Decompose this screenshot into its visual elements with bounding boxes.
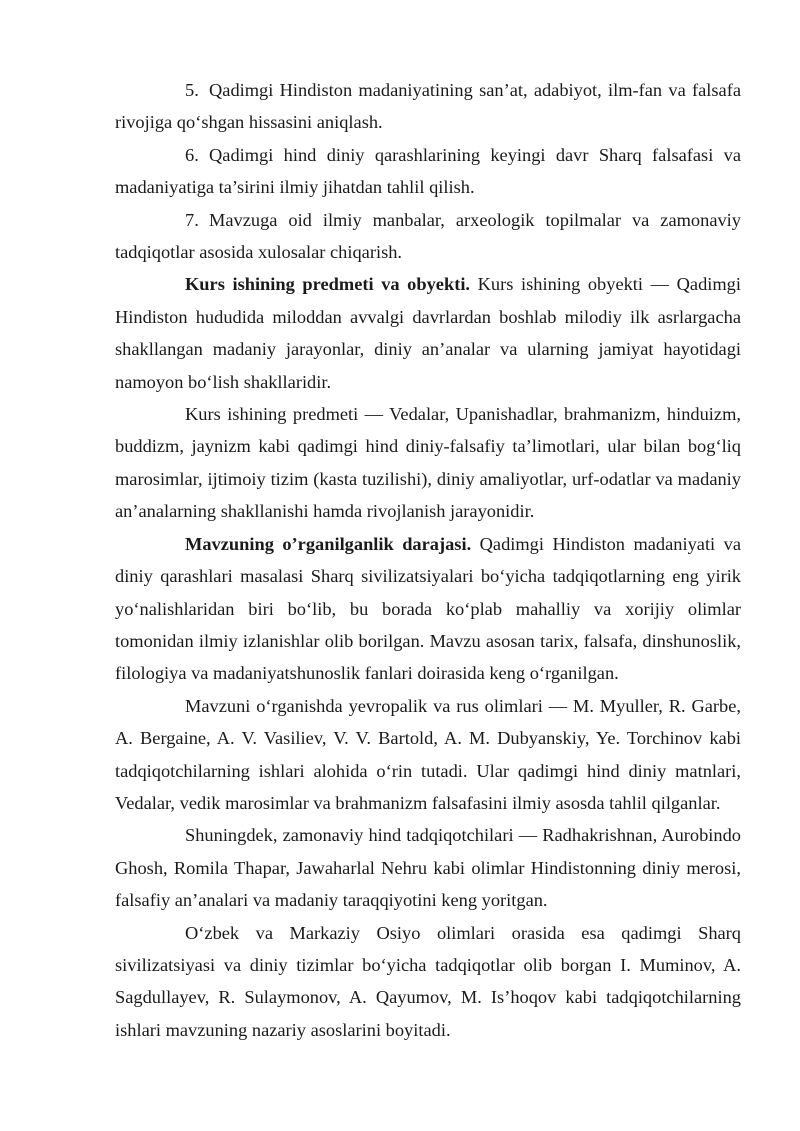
uzbek-scholars-text: O‘zbek va Markaziy Osiyo olimlari orasida esa qadimgi Sharq sivilizatsiyasi va diniy tizimlar bo‘yicha tadqiqotlar olib borgan I. Muminov, A. Sagdullayev, R. Sulaymonov, A. Qayumov, M. Is’hoqov kabi tadqiqotchilarning ishlari mavzuning nazariy asoslarini boyitadi. [115,922,741,1040]
subject-text: Kurs ishining predmeti — Vedalar, Upanishadlar, brahmanizm, hinduizm, buddizm, jaynizm kabi qadimgi hind diniy-falsafiy ta’limotlari, ular bilan bog‘liq marosimlar, ijtimoiy tizim (kasta tuzilishi), diniy amaliyotlar, urf-odatlar va madaniy an’analarning shakllanishi hamda rivojlanish jarayonidir. [115,404,741,522]
list-number: 5. [185,80,199,100]
object-text: Kurs ishining obyekti — Qadimgi Hindiston hududida miloddan avvalgi davrlardan boshlab milodiy ilk asrlargacha shakllangan madaniy jarayonlar, diniy an’analar va ularning jamiyat hayotidagi namoyon bo‘lish shakllaridir. [115,274,741,392]
uzbek-scholars-paragraph [115,917,741,1047]
list-number: 6. [185,144,199,165]
european-scholars-text: Mavzuni o‘rganishda yevropalik va rus olimlari — M. Myuller, R. Garbe, A. Bergaine, A. V. Vasiliev, V. V. Bartold, A. M. Dubyanskiy, Ye. Torchinov kabi tadqiqotchilarning ishlari alohida o‘rin tutadi. Ular qadimgi hind diniy matnlari, Vedalar, vedik marosimlar va brahmanizm falsafasini ilmiy asosda tahlil qilganlar. [115,695,741,813]
list-item-6 [115,139,741,204]
list-number: 7. [185,209,199,230]
section-heading-study: Mavzuning o’rganilganlik darajasi. [185,533,472,554]
list-item-5 [115,74,741,139]
document-page [115,74,741,1046]
subject-paragraph [115,398,741,528]
indian-scholars-text: Shuningdek, zamonaviy hind tadqiqotchilari — Radhakrishnan, Aurobindo Ghosh, Romila Thapar, Jawaharlal Nehru kabi olimlar Hindistonning diniy merosi, falsafiy an’analari va madaniy taraqqiyotini keng yoritgan. [115,825,741,911]
list-item-text: Mavzuga oid ilmiy manbalar, arxeologik topilmalar va zamonaviy tadqiqotlar asosida xulosalar chiqarish. [115,209,741,263]
list-item-text: Qadimgi Hindiston madaniyatining san’at, adabiyot, ilm-fan va falsafa rivojiga qo‘shgan hissasini aniqlash. [115,80,741,133]
study-intro-text: Qadimgi Hindiston madaniyati va diniy qarashlari masalasi Sharq sivilizatsiyalari bo‘yicha tadqiqotlarning eng yirik yo‘nalishlaridan biri bo‘lib, bu borada ko‘plab mahalliy va xorijiy olimlar tomonidan ilmiy izlanishlar olib borilgan. Mavzu asosan tarix, falsafa, dinshunoslik, filologiya va madaniyatshunoslik fanlari doirasida keng o‘rganilgan. [115,533,741,684]
section-heading-subject: Kurs ishining predmeti va obyekti. [185,274,471,295]
list-item-text: Qadimgi hind diniy qarashlarining keyingi davr Sharq falsafasi va madaniyatiga ta’sirini ilmiy jihatdan tahlil qilish. [115,144,741,198]
study-intro-paragraph [115,528,741,690]
list-item-7 [115,204,741,269]
subject-object-paragraph [115,268,741,398]
european-scholars-paragraph [115,690,741,820]
indian-scholars-paragraph [115,819,741,916]
